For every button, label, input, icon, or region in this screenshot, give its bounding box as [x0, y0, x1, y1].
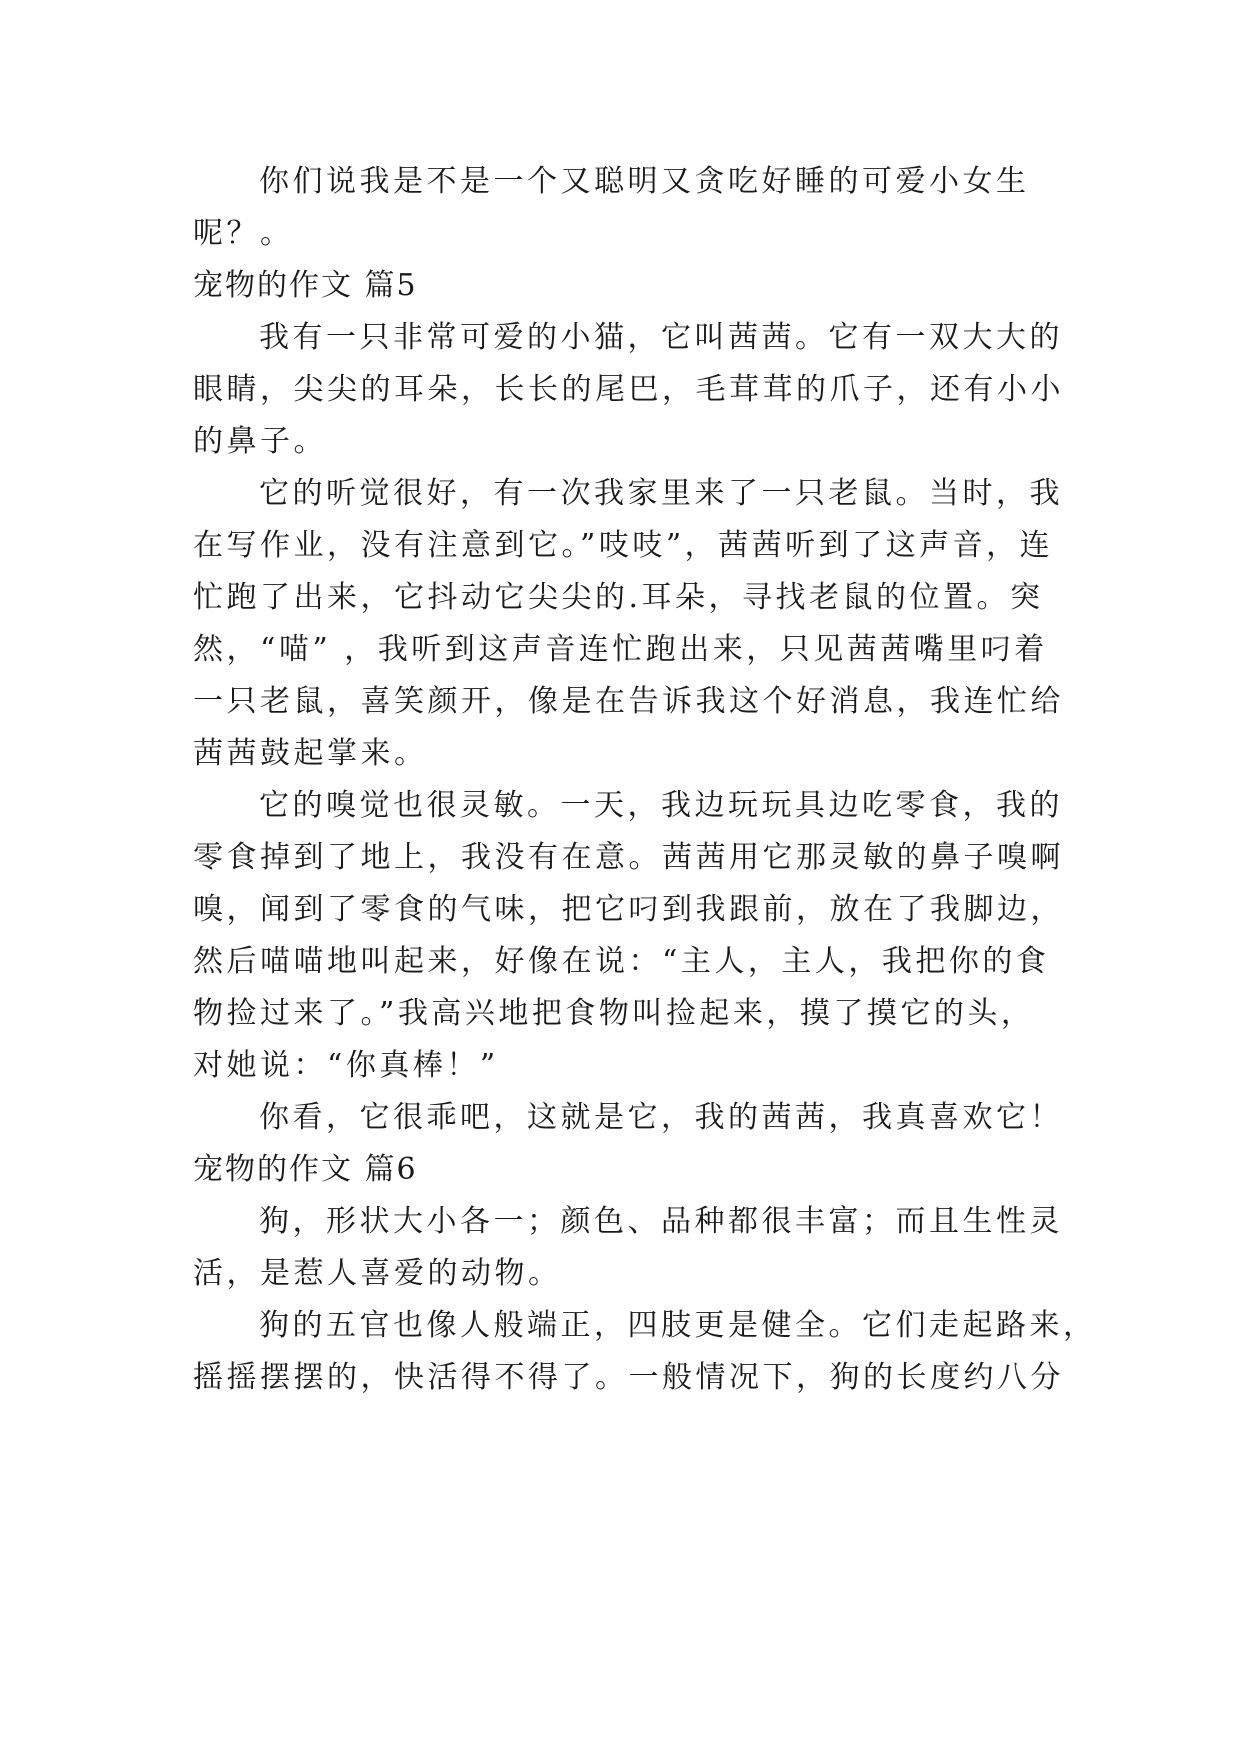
text-line: 茜茜鼓起掌来。	[193, 736, 428, 771]
text-line: 你们说我是不是一个又聪明又贪吃好睡的可爱小女生	[259, 164, 1030, 199]
text-line: 然后喵喵地叫起来，好像在说：“主人，主人，我把你的食	[193, 944, 1050, 979]
text-line: 狗，形状大小各一；颜色、品种都很丰富；而且生性灵	[259, 1204, 1063, 1239]
text-line: 摇摇摆摆的，快活得不得了。一般情况下，狗的长度约八分	[193, 1360, 1064, 1395]
text-line: 嗅，闻到了零食的气味，把它叼到我跟前，放在了我脚边，	[193, 892, 1064, 927]
text-line: 它的嗅觉也很灵敏。一天，我边玩玩具边吃零食，我的	[259, 788, 1063, 823]
section-heading: 宠物的作文 篇6	[193, 1152, 418, 1187]
text-line: 我有一只非常可爱的小猫，它叫茜茜。它有一双大大的	[259, 320, 1063, 355]
text-line: 一只老鼠，喜笑颜开，像是在告诉我这个好消息，我连忙给	[193, 684, 1064, 719]
text-line: 它的听觉很好，有一次我家里来了一只老鼠。当时，我	[259, 476, 1063, 511]
text-line: 然，“喵” ，我听到这声音连忙跑出来，只见茜茜嘴里叼着	[193, 632, 1048, 667]
text-line: 忙跑了出来，它抖动它尖尖的.耳朵，寻找老鼠的位置。突	[193, 580, 1044, 615]
text-line: 对她说：“你真棒！”	[193, 1048, 499, 1083]
text-line: 零食掉到了地上，我没有在意。茜茜用它那灵敏的鼻子嗅啊	[193, 840, 1064, 875]
text-line: 的鼻子。	[193, 424, 327, 459]
section-heading: 宠物的作文 篇5	[193, 268, 418, 303]
text-line: 眼睛，尖尖的耳朵，长长的尾巴，毛茸茸的爪子，还有小小	[193, 372, 1064, 407]
text-line: 你看，它很乖吧，这就是它，我的茜茜，我真喜欢它！	[259, 1100, 1063, 1135]
text-line: 物捡过来了。”我高兴地把食物叫捡起来，摸了摸它的头，	[193, 996, 1035, 1031]
text-line: 在写作业，没有注意到它。”吱吱”，茜茜听到了这声音，连	[193, 528, 1054, 563]
text-line: 呢？。	[193, 216, 294, 251]
text-line: 活，是惹人喜爱的动物。	[193, 1256, 562, 1291]
text-line: 狗的五官也像人般端正，四肢更是健全。它们走起路来，	[259, 1308, 1097, 1343]
